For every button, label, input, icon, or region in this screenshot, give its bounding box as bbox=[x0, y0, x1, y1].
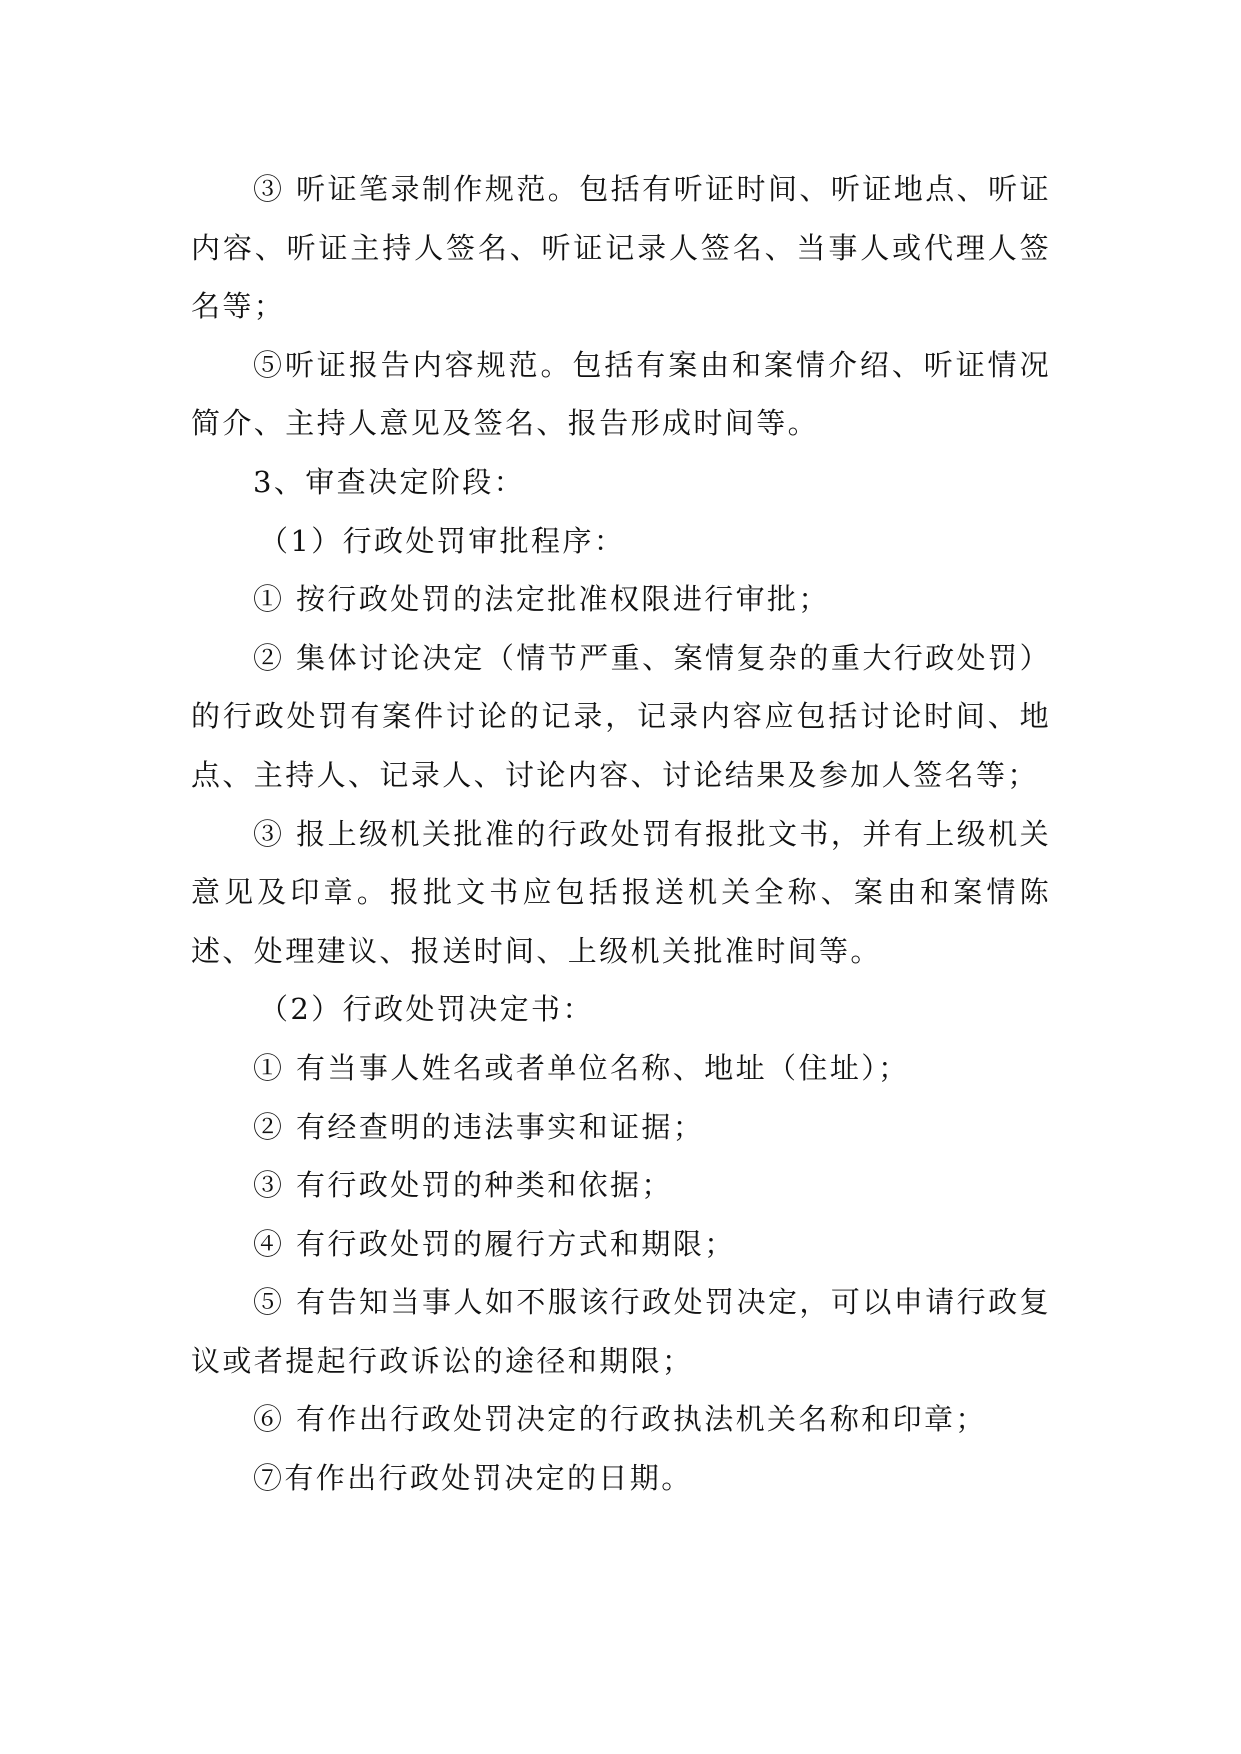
list-item-superior-approval: ③ 报上级机关批准的行政处罚有报批文书，并有上级机关意见及印章。报批文书应包括报送机关全称、案由和案情陈述、处理建议、报送时间、上级机关批准时间等。 bbox=[191, 816, 1051, 968]
document-body bbox=[191, 160, 1051, 1508]
subsection-heading-approval-procedure: （1）行政处罚审批程序： bbox=[259, 523, 626, 558]
subsection-heading-decision-document: （2）行政处罚决定书： bbox=[259, 992, 594, 1027]
list-item-penalty-type: ③ 有行政处罚的种类和依据； bbox=[253, 1168, 673, 1203]
list-item-facts-evidence: ② 有经查明的违法事实和证据； bbox=[253, 1109, 705, 1144]
list-item-approval-authority: ① 按行政处罚的法定批准权限进行审批； bbox=[253, 582, 830, 617]
paragraph-hearing-record: ③ 听证笔录制作规范。包括有听证时间、听证地点、听证内容、听证主持人签名、听证记录人签名、当事人或代理人签名等； bbox=[191, 172, 1051, 324]
list-item-collective-discussion: ② 集体讨论决定（情节严重、案情复杂的重大行政处罚）的行政处罚有案件讨论的记录，记录内容应包括讨论时间、地点、主持人、记录人、讨论内容、讨论结果及参加人签名等； bbox=[191, 640, 1051, 792]
list-item-performance-method: ④ 有行政处罚的履行方式和期限； bbox=[253, 1226, 736, 1261]
list-item-party-name: ① 有当事人姓名或者单位名称、地址（住址）； bbox=[253, 1050, 910, 1085]
section-heading-review-decision: 3、审查决定阶段： bbox=[253, 464, 526, 499]
list-item-decision-date: ⑦有作出行政处罚决定的日期。 bbox=[253, 1461, 693, 1496]
list-item-appeal-notice: ⑤ 有告知当事人如不服该行政处罚决定，可以申请行政复议或者提起行政诉讼的途径和期限； bbox=[191, 1285, 1051, 1378]
list-item-authority-seal: ⑥ 有作出行政处罚决定的行政执法机关名称和印章； bbox=[253, 1402, 987, 1437]
paragraph-hearing-report: ⑤听证报告内容规范。包括有案由和案情介绍、听证情况简介、主持人意见及签名、报告形成时间等。 bbox=[191, 347, 1051, 441]
